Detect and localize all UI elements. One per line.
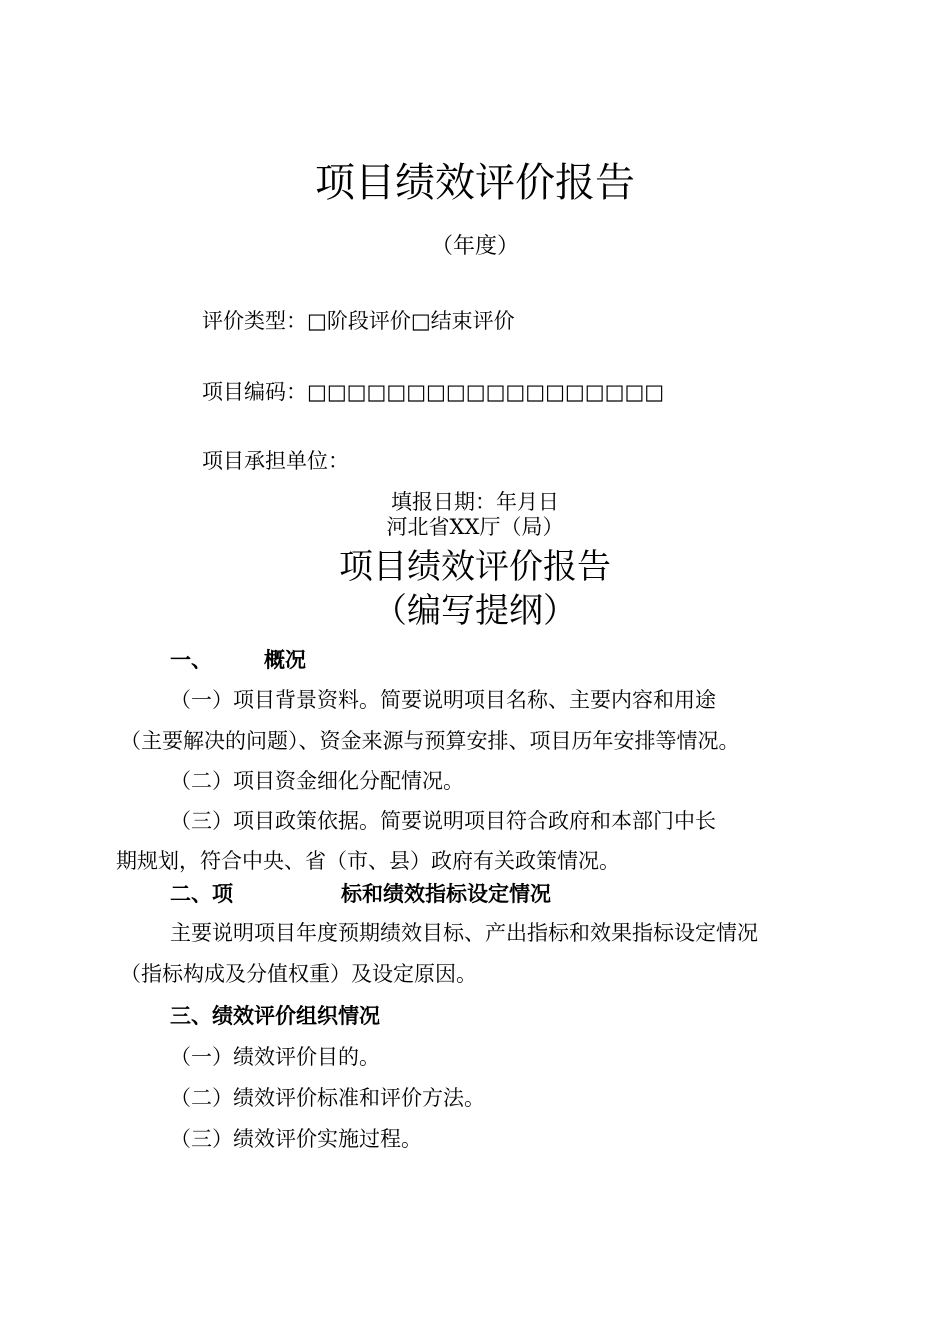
section-2-para-line-1: 主要说明项目年度预期绩效目标、产出指标和效果指标设定情况	[170, 921, 758, 945]
section-3-para-3: （三）绩效评价实施过程。	[170, 1127, 422, 1151]
section-3-heading: 三、绩效评价组织情况	[170, 1004, 380, 1028]
project-code-boxes: □□□□□□□□□□□□□□□□□□	[307, 380, 665, 404]
section-1-para-3-line-1: （三）项目政策依据。简要说明项目符合政府和本部门中长	[170, 809, 716, 833]
section-2-heading	[170, 880, 551, 908]
section-1-para-3-line-2: 期规划，符合中央、省（市、县）政府有关政策情况。	[116, 849, 620, 873]
issuer: 河北省XX厅（局）	[386, 515, 564, 539]
eval-type-options: □阶段评价□结束评价	[307, 309, 515, 333]
section-3-para-1: （一）绩效评价目的。	[170, 1045, 380, 1069]
section-1-number: 一、	[170, 648, 212, 672]
section-1-heading	[170, 646, 306, 674]
outline-title: 项目绩效评价报告	[339, 547, 611, 587]
project-code-label: 项目编码：	[202, 380, 307, 404]
section-3-para-2: （二）绩效评价标准和评价方法。	[170, 1086, 485, 1110]
outline-subtitle: （编写提纲）	[373, 591, 577, 631]
section-2-heading-end: 标和绩效指标设定情况	[341, 882, 551, 906]
eval-type-row	[202, 306, 515, 336]
cover-title: 项目绩效评价报告	[315, 160, 635, 206]
project-unit-row	[202, 446, 349, 476]
section-2-para-line-2: （指标构成及分值权重）及设定原因。	[120, 962, 477, 986]
cover-year-note: （年度）	[430, 234, 519, 259]
section-1-title: 概况	[264, 648, 306, 672]
section-1-para-2: （二）项目资金细化分配情况。	[170, 769, 464, 793]
fill-date: 填报日期：年月日	[391, 490, 559, 514]
eval-type-label: 评价类型：	[202, 309, 307, 333]
project-unit-label: 项目承担单位：	[202, 449, 349, 473]
section-2-heading-start: 二、项	[170, 882, 233, 906]
section-1-para-1-line-1: （一）项目背景资料。简要说明项目名称、主要内容和用途	[170, 688, 716, 712]
project-code-row	[202, 377, 664, 407]
section-1-para-1-line-2: （主要解决的问题）、资金来源与预算安排、项目历年安排等情况。	[120, 729, 740, 753]
